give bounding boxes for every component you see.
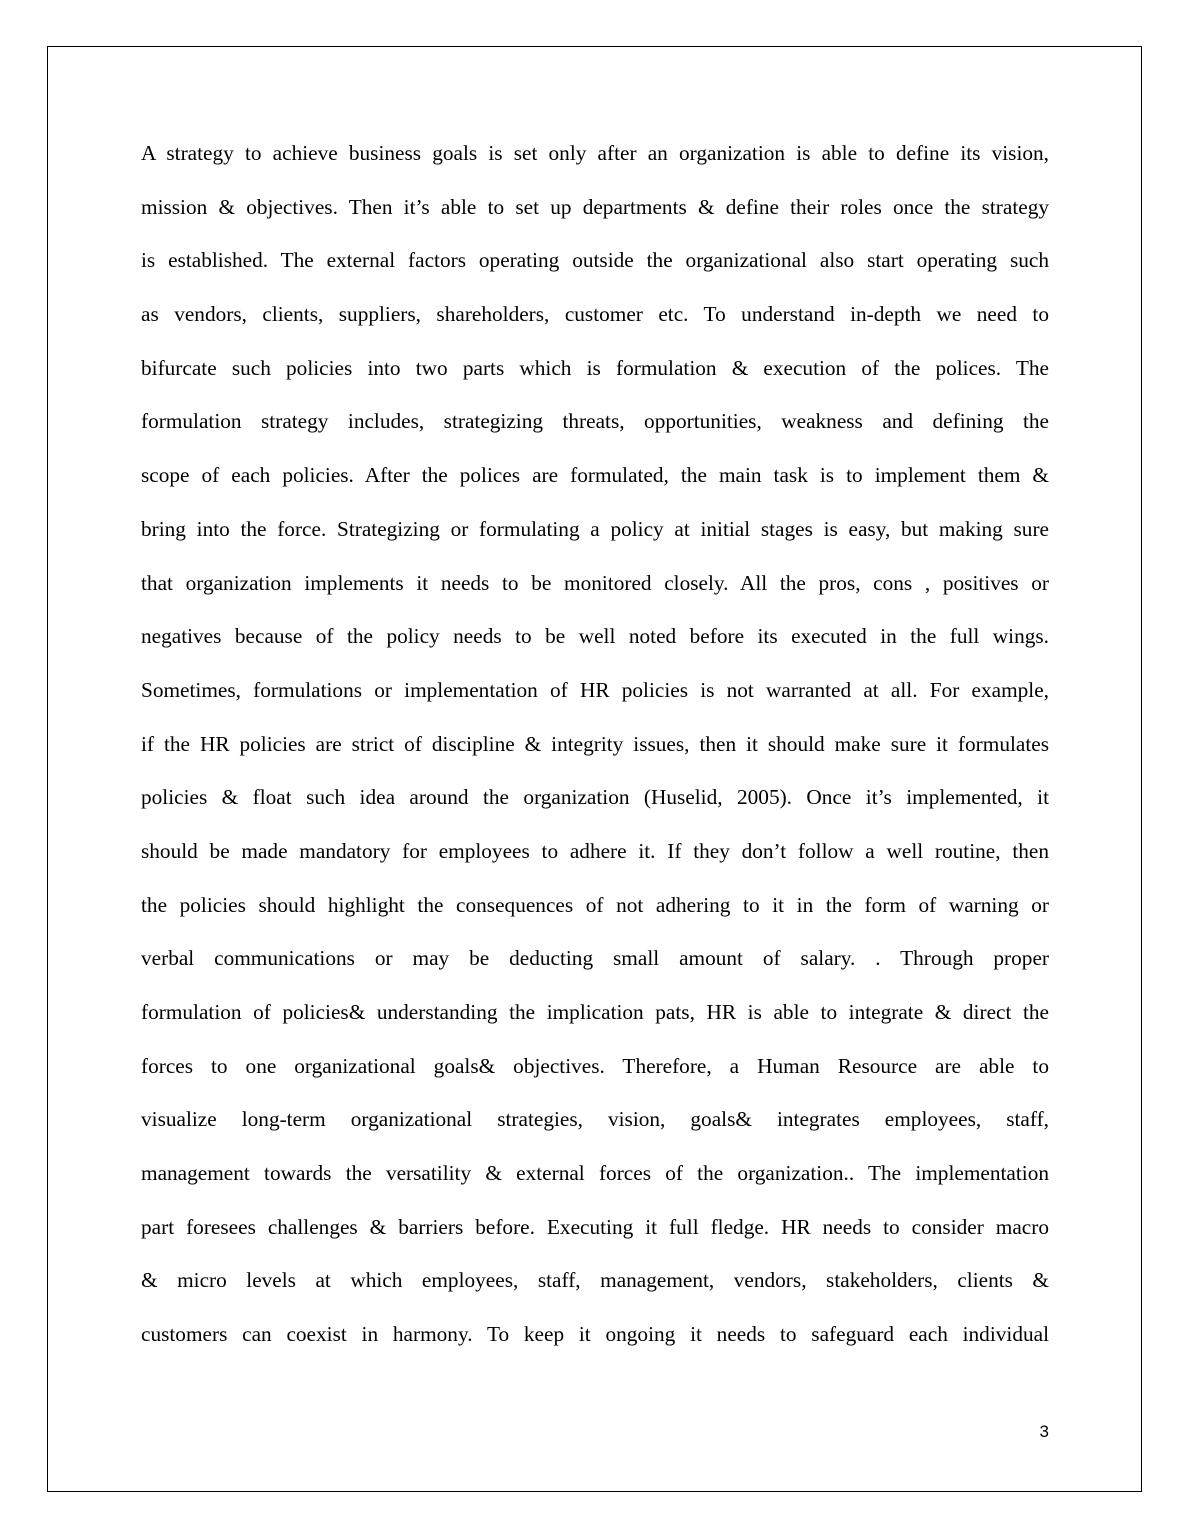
body-line: formulation of policies& understanding the implication pats, HR is able to integrate & direct the	[141, 1000, 1049, 1024]
body-line: & micro levels at which employees, staff, management, vendors, stakeholders, clients &	[141, 1268, 1049, 1293]
page-number: 3	[1039, 1422, 1049, 1441]
body-line: visualize long-term organizational strategies, vision, goals& integrates employees, staff,	[141, 1107, 1049, 1132]
body-line: the policies should highlight the consequences of not adhering to it in the form of warning or	[141, 892, 1049, 917]
body-line: policies & float such idea around the organization (Huselid, 2005). Once it’s implemented, it	[141, 785, 1049, 810]
body-line: mission & objectives. Then it’s able to set up departments & define their roles once the strategy	[141, 194, 1049, 219]
body-line: is established. The external factors operating outside the organizational also start operating such	[141, 248, 1049, 273]
body-line: scope of each policies. After the polices are formulated, the main task is to implement them &	[141, 463, 1049, 488]
body-line: part foresees challenges & barriers before. Executing it full fledge. HR needs to consider macro	[141, 1214, 1049, 1239]
body-line: should be made mandatory for employees to adhere it. If they don’t follow a well routine, then	[141, 838, 1049, 863]
body-line: formulation strategy includes, strategizing threats, opportunities, weakness and defining the	[141, 409, 1049, 434]
body-line: A strategy to achieve business goals is set only after an organization is able to define its vision,	[141, 141, 1049, 165]
body-line: if the HR policies are strict of discipline & integrity issues, then it should make sure it formulates	[141, 731, 1049, 756]
body-line: negatives because of the policy needs to be well noted before its executed in the full wings.	[141, 624, 1049, 649]
body-line: bifurcate such policies into two parts which is formulation & execution of the polices. The	[141, 355, 1049, 380]
body-line: Sometimes, formulations or implementation of HR policies is not warranted at all. For example,	[141, 677, 1049, 702]
body-line: bring into the force. Strategizing or formulating a policy at initial stages is easy, but making sure	[141, 516, 1049, 541]
body-line: management towards the versatility & external forces of the organization.. The implementation	[141, 1161, 1049, 1186]
body-paragraph	[141, 127, 1049, 1362]
body-line: that organization implements it needs to be monitored closely. All the pros, cons , positives or	[141, 570, 1049, 595]
body-line: verbal communications or may be deducting small amount of salary. . Through proper	[141, 946, 1049, 971]
body-line: as vendors, clients, suppliers, shareholders, customer etc. To understand in-depth we need to	[141, 302, 1049, 327]
body-line: forces to one organizational goals& objectives. Therefore, a Human Resource are able to	[141, 1053, 1049, 1078]
body-line: customers can coexist in harmony. To keep it ongoing it needs to safeguard each individual	[141, 1322, 1049, 1347]
